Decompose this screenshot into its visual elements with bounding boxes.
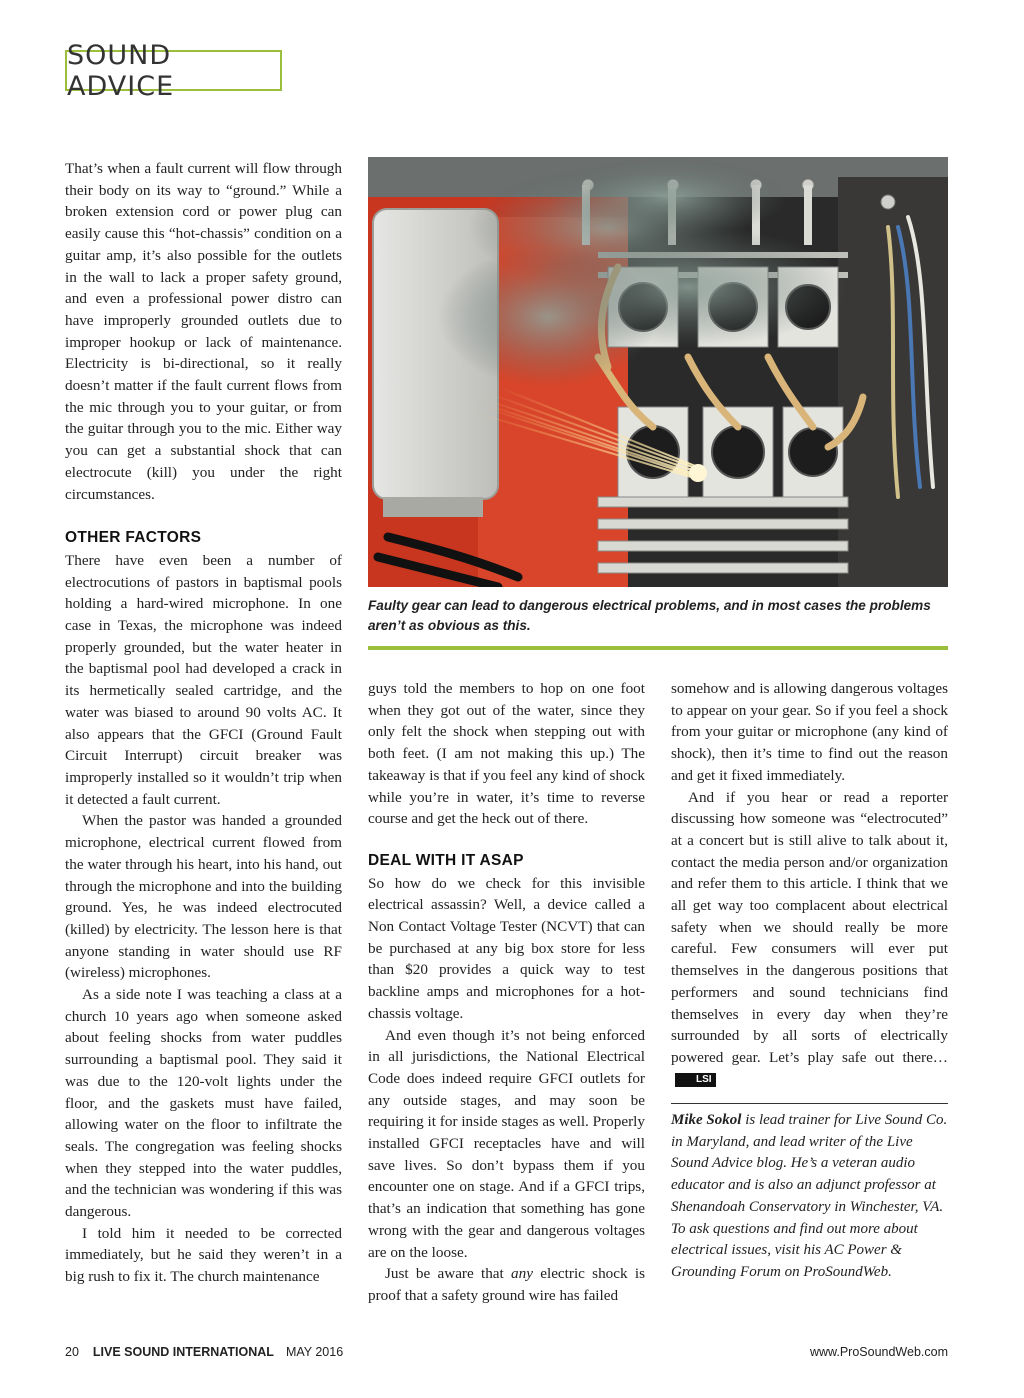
paragraph [671,787,948,1091]
footer-left [65,1345,343,1359]
magazine-name: LIVE SOUND INTERNATIONAL [92,1345,274,1359]
paragraph: So how do we check for this invisible electrical assassin? Well, a device called a Non Contact Voltage Tester (NCVT) that can be purchased at any big box store for less than $20 provides a quick way to test backline amps and microphones for a hot-chassis voltage. [368,874,645,1022]
section-tag: SOUND ADVICE [65,50,282,91]
section-heading-other-factors: OTHER FACTORS [65,529,202,547]
paragraph: As a side note I was teaching a class at a church 10 years ago when someone asked about feeling shocks from water puddles surrounding a baptismal pool. They said it was due to the 120-volt lights under the floor, and the gaskets must have failed, allowing water on the floor to infiltrate the seals. The congregation was feeling shocks when they stepped into the water puddles, and the technician was wondering if this was dangerous. [65,986,342,1221]
bio-divider [671,1103,948,1104]
column-2 [368,678,645,1307]
paragraph: guys told the members to hop on one foot when they got out of the water, since they only felt the shock when stepping out with both feet. (I am not making this up.) The takeaway is that if you feel any kind of shock while you’re in water, it’s time to reverse course and get the heck out of there. [368,680,645,828]
section-heading-deal-with-it: DEAL WITH IT ASAP [368,851,524,869]
website-link[interactable]: www.ProSoundWeb.com [809,1345,948,1359]
paragraph [368,1263,645,1306]
paragraph: When the pastor was handed a grounded microphone, electrical current flowed from the water through his heart, into his hand, out through the microphone and into the building ground. Yes, he was indeed electrocuted (killed) by electricity. The lesson here is that anyone standing in water should use RF (wireless) microphones. [65,812,342,982]
paragraph: And even though it’s not being enforced in all jurisdictions, the National Electrical Code does indeed require GFCI outlets for any outside stages, and may soon be requiring it for inside stages as well. Properly installed GFCI receptacles have and will save lives. So don’t bypass them if you encounter one on stage. And if a GFCI trips, that’s an indication that something has gone wrong with the gear and dangerous voltages are on the loose. [368,1026,645,1261]
text-run: electric shock is proof that a safety ground wire has failed [368,1265,645,1304]
author-bio [671,1110,948,1284]
text-run: And if you hear or read a reporter discussing how someone was “electrocuted” at a concert but is still alive to talk about it, contact the media person and/or organization and refer them to this article. I think that we all get way too complacent about electrical safety when we should really be more careful. Few consumers will ever put themselves in the dangerous positions that performers and sound technicians find themselves in every day when they’re surrounded by all sorts of electrically powered gear. Let’s play safe out there… [671,788,948,1066]
photo-caption: Faulty gear can lead to dangerous electrical problems, and in most cases the problems aren’t as obvious as this. [368,598,931,633]
article-photo [368,157,948,587]
paragraph: That’s when a fault current will flow through their body on its way to “ground.” While a broken extension cord or power plug can easily cause this “hot-chassis” condition on a guitar amp, it’s also possible for the outlets in the wall to lack a proper safety ground, and even a professional power distro can have improperly grounded outlets due to improper hookup or lack of maintenance. Electricity is bi-directional, so it really doesn’t matter if the fault current flows from the mic through you to your guitar, or from the guitar through you to the mic. Either way you can get a substantial shock that can electrocute (kill) you under the right circumstances. [65,160,342,503]
end-mark-badge: LSI [675,1073,716,1087]
page-number: 20 [65,1345,79,1359]
paragraph: somehow and is allowing dangerous voltages to appear on your gear. So if you feel a shock from your guitar or microphone (any kind of shock), then it’s time to find out the reason and get it fixed immediately. [671,680,948,784]
caption-divider [368,646,948,650]
text-run: Just be aware that [385,1265,512,1283]
paragraph: I told him it needed to be corrected immediately, but he said they weren’t in a big rush to fix it. The church maintenance [65,1224,342,1286]
issue-date: MAY 2016 [285,1345,344,1359]
column-1 [65,158,342,1288]
emphasis: any [511,1265,533,1283]
paragraph: There have even been a number of electrocutions of pastors in baptismal pools holding a hard-wired microphone. In one case in Texas, the microphone was indeed properly grounded, but the water heater in the baptismal pool had developed a crack in its hermetically sealed cartridge, and the water was biased to around 90 volts AC. It also appears that the GFCI (Ground Fault Circuit Interrupt) circuit breaker was improperly installed so it wouldn’t trip when it detected a fault current. [65,551,342,808]
author-bio-text: is lead trainer for Live Sound Co. in Maryland, and lead writer of the Live Sound Advice blog. He’s a veteran audio educator and is also an adjunct professor at Shenandoah Conservatory in Winchester, VA. To ask questions and find out more about electrical issues, visit his AC Power & Grounding Forum on ProSoundWeb. [671,1112,948,1280]
column-3 [671,678,948,1090]
faulty-amplifier-photo [368,157,948,587]
author-name: Mike Sokol [671,1112,742,1128]
